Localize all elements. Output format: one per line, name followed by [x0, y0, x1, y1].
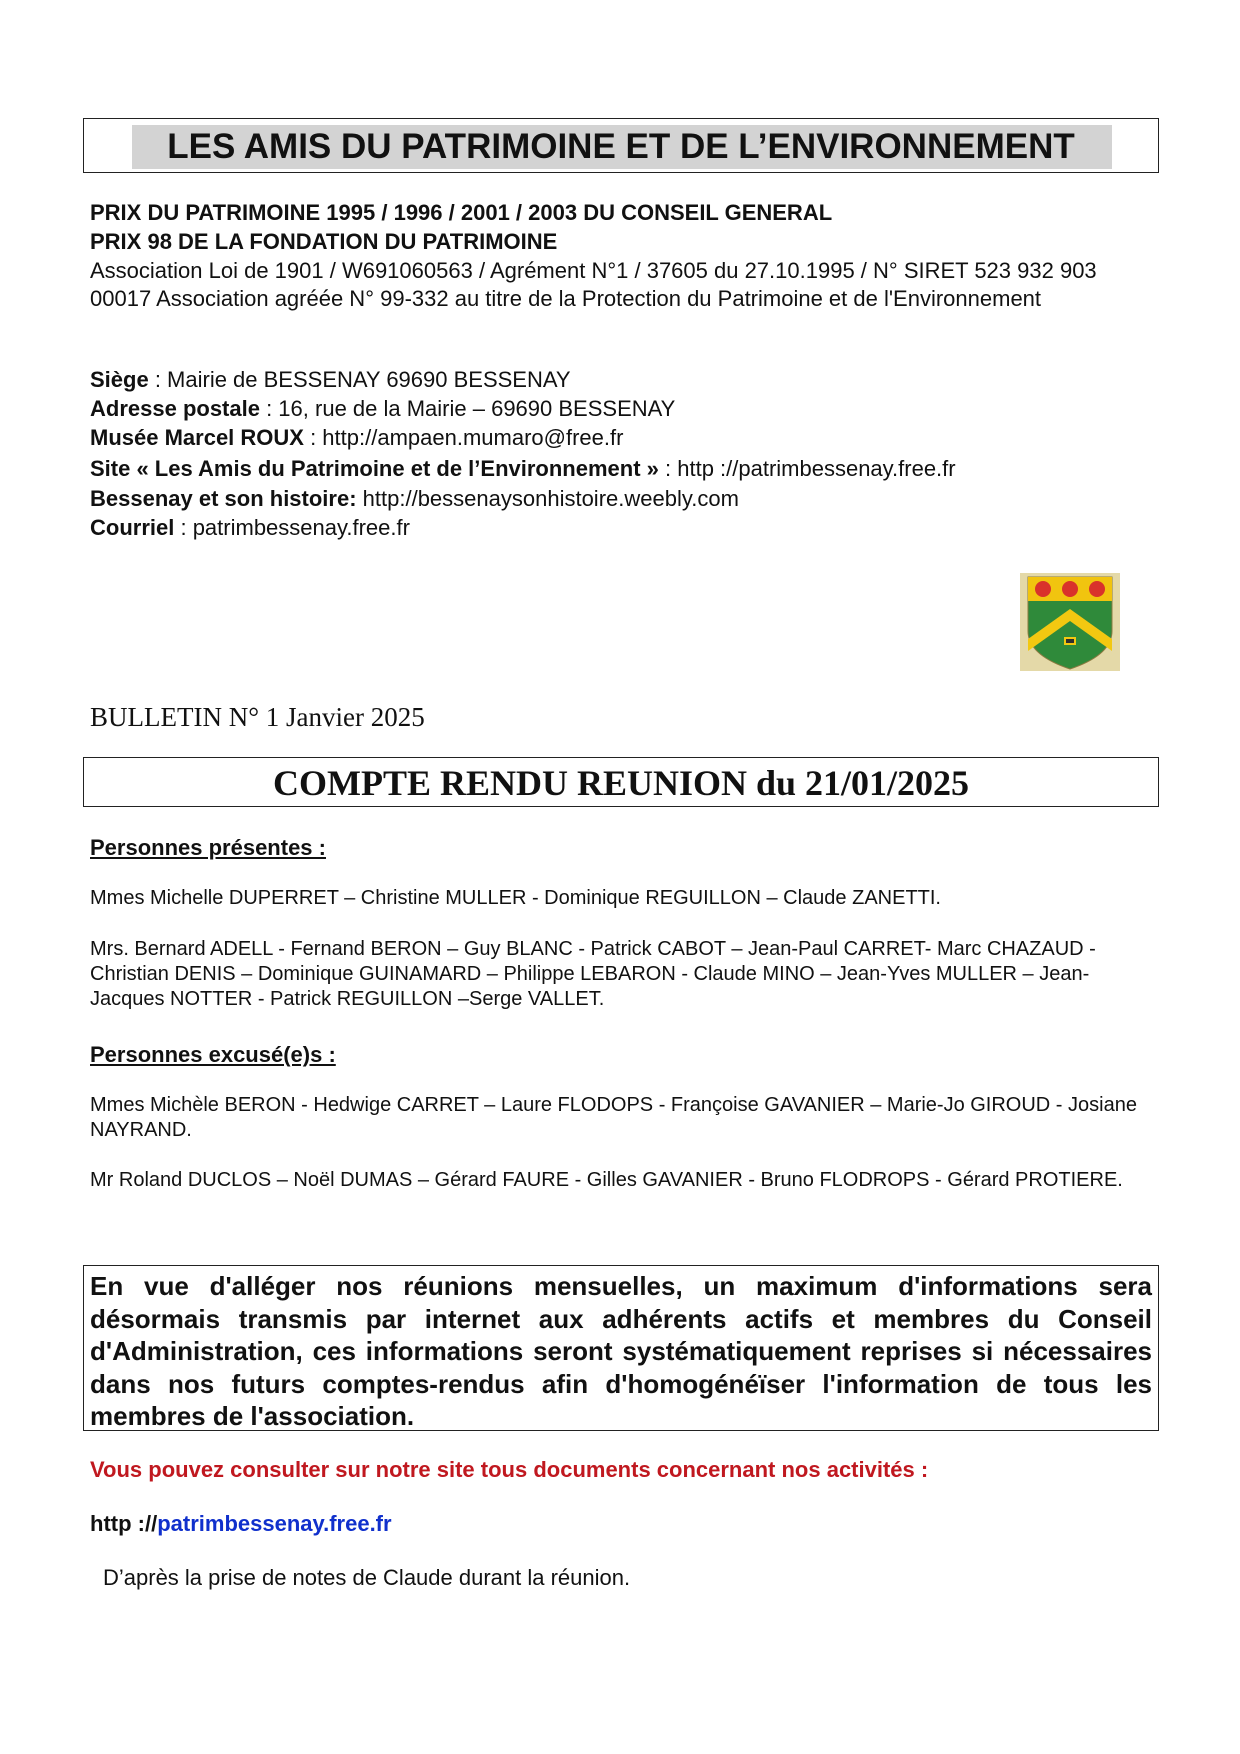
courriel-label: Courriel [90, 515, 175, 540]
footer-note: D’après la prise de notes de Claude durant la réunion. [103, 1565, 631, 1590]
histoire-label: Bessenay et son histoire: [90, 486, 357, 511]
page-title: LES AMIS DU PATRIMOINE ET DE L’ENVIRONNEMENT [167, 127, 1075, 166]
musee-link[interactable]: : http://ampaen.mumaro@free.fr [303, 425, 624, 450]
report-title-box [83, 757, 1159, 807]
siege-line [90, 366, 571, 394]
website-prefix: http :// [90, 1511, 158, 1536]
courriel-value[interactable]: : patrimbessenay.free.fr [174, 515, 410, 540]
consult-notice: Vous pouvez consulter sur notre site tous documents concernant nos activités : [90, 1457, 929, 1482]
siege-label: Siège [90, 367, 149, 392]
excused-heading: Personnes excusé(e)s : [90, 1042, 336, 1067]
report-title: COMPTE RENDU REUNION du 21/01/2025 [272, 763, 970, 803]
site-link[interactable]: : http ://patrimbessenay.free.fr [658, 456, 956, 481]
histoire-link[interactable]: http://bessenaysonhistoire.weebly.com [356, 486, 739, 511]
prize-line-1: PRIX DU PATRIMOINE 1995 / 1996 / 2001 / 2003 DU CONSEIL GENERAL [90, 200, 833, 225]
courriel-line [90, 514, 410, 542]
present-women: Mmes Michelle DUPERRET – Christine MULLER - Dominique REGUILLON – Claude ZANETTI. [90, 887, 941, 909]
bulletin-number: BULLETIN N° 1 Janvier 2025 [90, 702, 425, 732]
excused-women: Mmes Michèle BERON - Hedwige CARRET – Laure FLODOPS - Françoise GAVANIER – Marie-Jo GIROUD - Josiane NAYRAND. [90, 1094, 1137, 1141]
musee-label: Musée Marcel ROUX [90, 425, 304, 450]
adresse-value: : 16, rue de la Mairie – 69690 BESSENAY [259, 396, 676, 421]
website-line [90, 1510, 392, 1538]
present-men: Mrs. Bernard ADELL - Fernand BERON – Guy BLANC - Patrick CABOT – Jean-Paul CARRET- Marc CHAZAUD - Christian DENIS – Dominique GUINAMARD – Philippe LEBARON - Claude MINO – Jean-Yves MULLER – Jean-Jacques NOTTER - Patrick REGUILLON –Serge VALLET. [90, 938, 1096, 1010]
siege-value: : Mairie de BESSENAY 69690 BESSENAY [148, 367, 571, 392]
musee-line [90, 424, 623, 452]
website-link[interactable]: patrimbessenay.free.fr [157, 1511, 392, 1536]
coat-of-arms-icon [1020, 573, 1120, 671]
site-label: Site « Les Amis du Patrimoine et de l’Environnement » [90, 456, 659, 481]
adresse-line [90, 395, 675, 423]
site-line [90, 455, 956, 483]
prize-line-2: PRIX 98 DE LA FONDATION DU PATRIMOINE [90, 229, 558, 254]
title-box [83, 118, 1159, 173]
adresse-label: Adresse postale [90, 396, 260, 421]
notice-box [83, 1265, 1159, 1431]
histoire-line [90, 485, 739, 513]
notice-text: En vue d'alléger nos réunions mensuelles, un maximum d'informations sera désormais transmis par internet aux adhérents actifs et membres du Conseil d'Administration, ces informations seront systématiquement reprises si nécessaires dans nos futurs comptes-rendus afin d'homogénéïser l'information de tous les membres de l'association. [90, 1271, 1152, 1431]
present-heading: Personnes présentes : [90, 835, 326, 860]
excused-men: Mr Roland DUCLOS – Noël DUMAS – Gérard FAURE - Gilles GAVANIER - Bruno FLODROPS - Gérard PROTIERE. [90, 1169, 1123, 1191]
association-details: Association Loi de 1901 / W691060563 / Agrément N°1 / 37605 du 27.10.1995 / N° SIRET 523 932 903 00017 Association agréée N° 99-332 au titre de la Protection du Patrimoine et de l'Environnement [90, 258, 1097, 311]
